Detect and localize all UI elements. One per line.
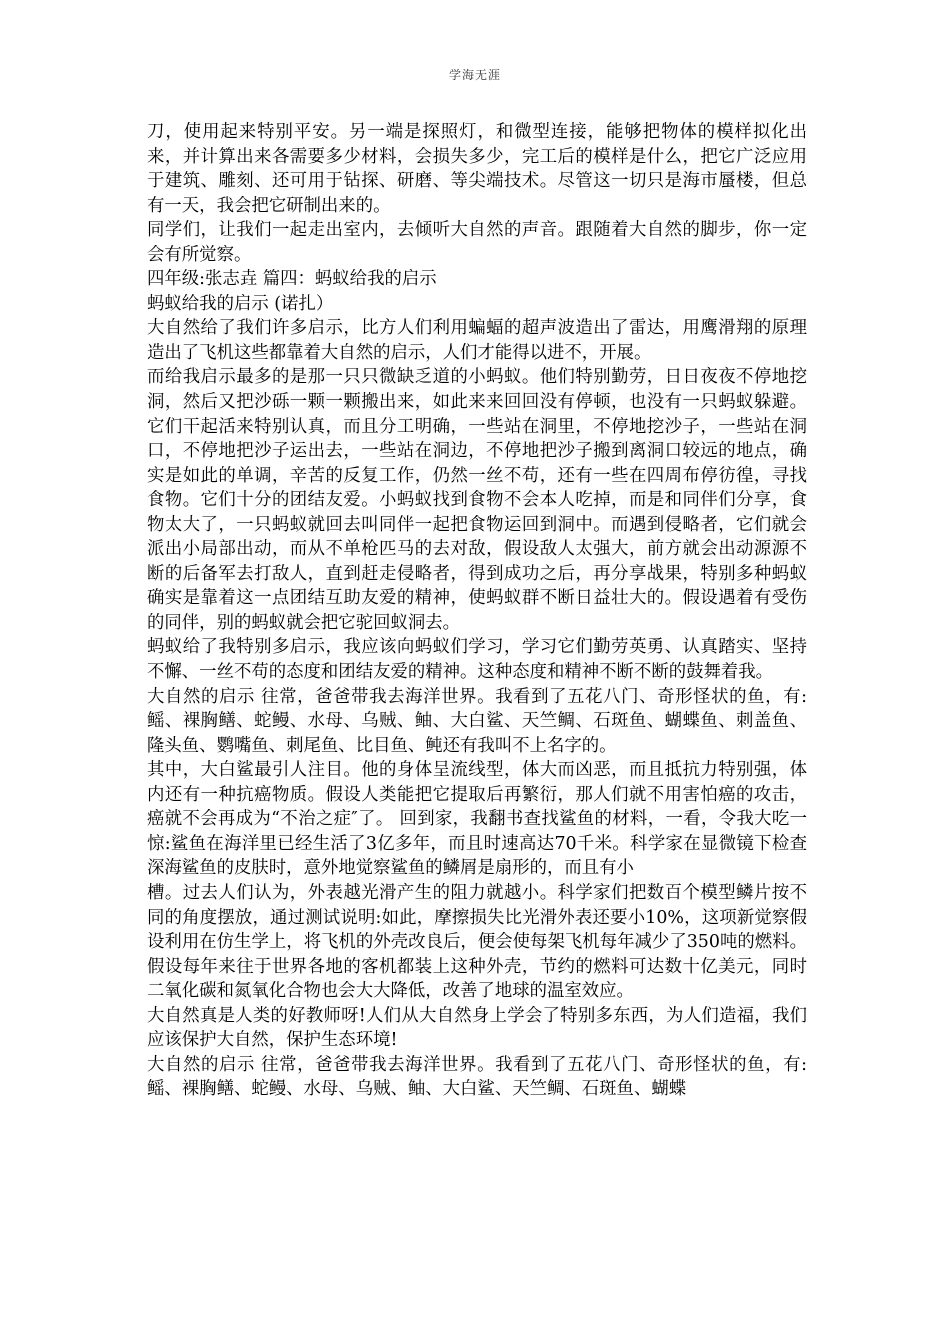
page-header: 学海无涯 — [448, 68, 501, 82]
paragraph: 大自然真是人类的好教师呀!人们从大自然身上学会了特别多东西，为人们造福，我们应该保护大自然，保护生态环境! — [147, 1005, 807, 1051]
paragraph: 而给我启示最多的是那一只只微缺乏道的小蚂蚁。他们特别勤劳，日日夜夜不停地挖洞，然后又把沙砾一颗一颗搬出来，如此来来回回没有停顿，也没有一只蚂蚁躲避。它们干起活来特别认真，而且分工明确，一些站在洞里，不停地挖沙子，一些站在洞口，不停地把沙子运出去，一些站在洞边，不停地把沙子搬到离洞口较远的地点，确实是如此的单调，辛苦的反复工作，仍然一丝不苟，还有一些在四周布停彷徨，寻找食物。它们十分的团结友爱。小蚂蚁找到食物不会本人吃掉，而是和同伴们分享，食物太大了，一只蚂蚁就回去叫同伴一起把食物运回到洞中。而遇到侵略者，它们就会派出小局部出动，而从不单枪匹马的去对敌，假设敌人太强大，前方就会出动源源不断的后备军去打敌人，直到赶走侵略者，得到成功之后，再分享战果，特别多种蚂蚁确实是靠着这一点团结互助友爱的精神，使蚂蚁群不断日益壮大的。假设遇着有受伤的同伴，别的蚂蚁就会把它驼回蚁洞去。 — [147, 367, 807, 633]
paragraph: 大自然的启示 往常，爸爸带我去海洋世界。我看到了五花八门、奇形怪状的鱼，有:鳐、裸胸鳝、蛇鳗、水母、乌贼、鲉、大白鲨、天竺鲷、石斑鱼、蝴蝶 — [147, 1054, 807, 1100]
paragraph: 槽。过去人们认为，外表越光滑产生的阻力就越小。科学家们把数百个模型鳞片按不同的角度摆放，通过测试说明:如此，摩擦损失比光滑外表还要小10%，这项新觉察假设利用在仿生学上，将飞机的外壳改良后，便会使每架飞机每年减少了350吨的燃料。假设每年来往于世界各地的客机都装上这种外壳，节约的燃料可达数十亿美元，同时二氧化碳和氮氧化合物也会大大降低，改善了地球的温室效应。 — [147, 882, 807, 1002]
section-heading: 四年级:张志垚 篇四：蚂蚁给我的启示 — [147, 269, 437, 290]
paragraph: 其中，大白鲨最引人注目。他的身体呈流线型，体大而凶恶，而且抵抗力特别强，体内还有一种抗癌物质。假设人类能把它提取后再繁衍，那人们就不用害怕癌的攻击，癌就不会再成为“不治之症″了。 回到家，我翻书查找鲨鱼的材料，一看，令我大吃一惊:鲨鱼在海洋里已经生活了3亿多年，而且时速高达70千米。科学家在显微镜下检查深海鲨鱼的皮肤时，意外地觉察鲨鱼的鳞屑是扇形的，而且有小 — [147, 760, 807, 879]
paragraph: 大自然给了我们许多启示，比方人们利用蝙蝠的超声波造出了雷达，用鹰滑翔的原理造出了飞机这些都靠着大自然的启示，人们才能得以进不，开展。 — [147, 318, 807, 363]
article-title: 蚂蚁给我的启示 (诺扎） — [147, 293, 334, 314]
document-body — [147, 120, 807, 1102]
paragraph: 蚂蚁给了我特别多启示，我应该向蚂蚁们学习，学习它们勤劳英勇、认真踏实、坚持不懈、一丝不苟的态度和团结友爱的精神。这种态度和精神不断不断的鼓舞着我。 — [147, 637, 807, 683]
paragraph: 刀，使用起来特别平安。另一端是探照灯，和微型连接，能够把物体的模样拟化出来，并计算出来各需要多少材料，会损失多少，完工后的模样是什么，把它广泛应用于建筑、雕刻、还可用于钻探、研磨、等尖端技术。尽管这一切只是海市蜃楼，但总有一天，我会把它研制出来的。 — [147, 122, 807, 216]
paragraph: 大自然的启示 往常，爸爸带我去海洋世界。我看到了五花八门、奇形怪状的鱼，有:鳐、裸胸鳝、蛇鳗、水母、乌贼、鲉、大白鲨、天竺鲷、石斑鱼、蝴蝶鱼、刺盖鱼、隆头鱼、鹦嘴鱼、刺尾鱼、比目鱼、鲀还有我叫不上名字的。 — [147, 686, 807, 756]
paragraph: 同学们，让我们一起走出室内，去倾听大自然的声音。跟随着大自然的脚步，你一定会有所觉察。 — [147, 220, 807, 265]
